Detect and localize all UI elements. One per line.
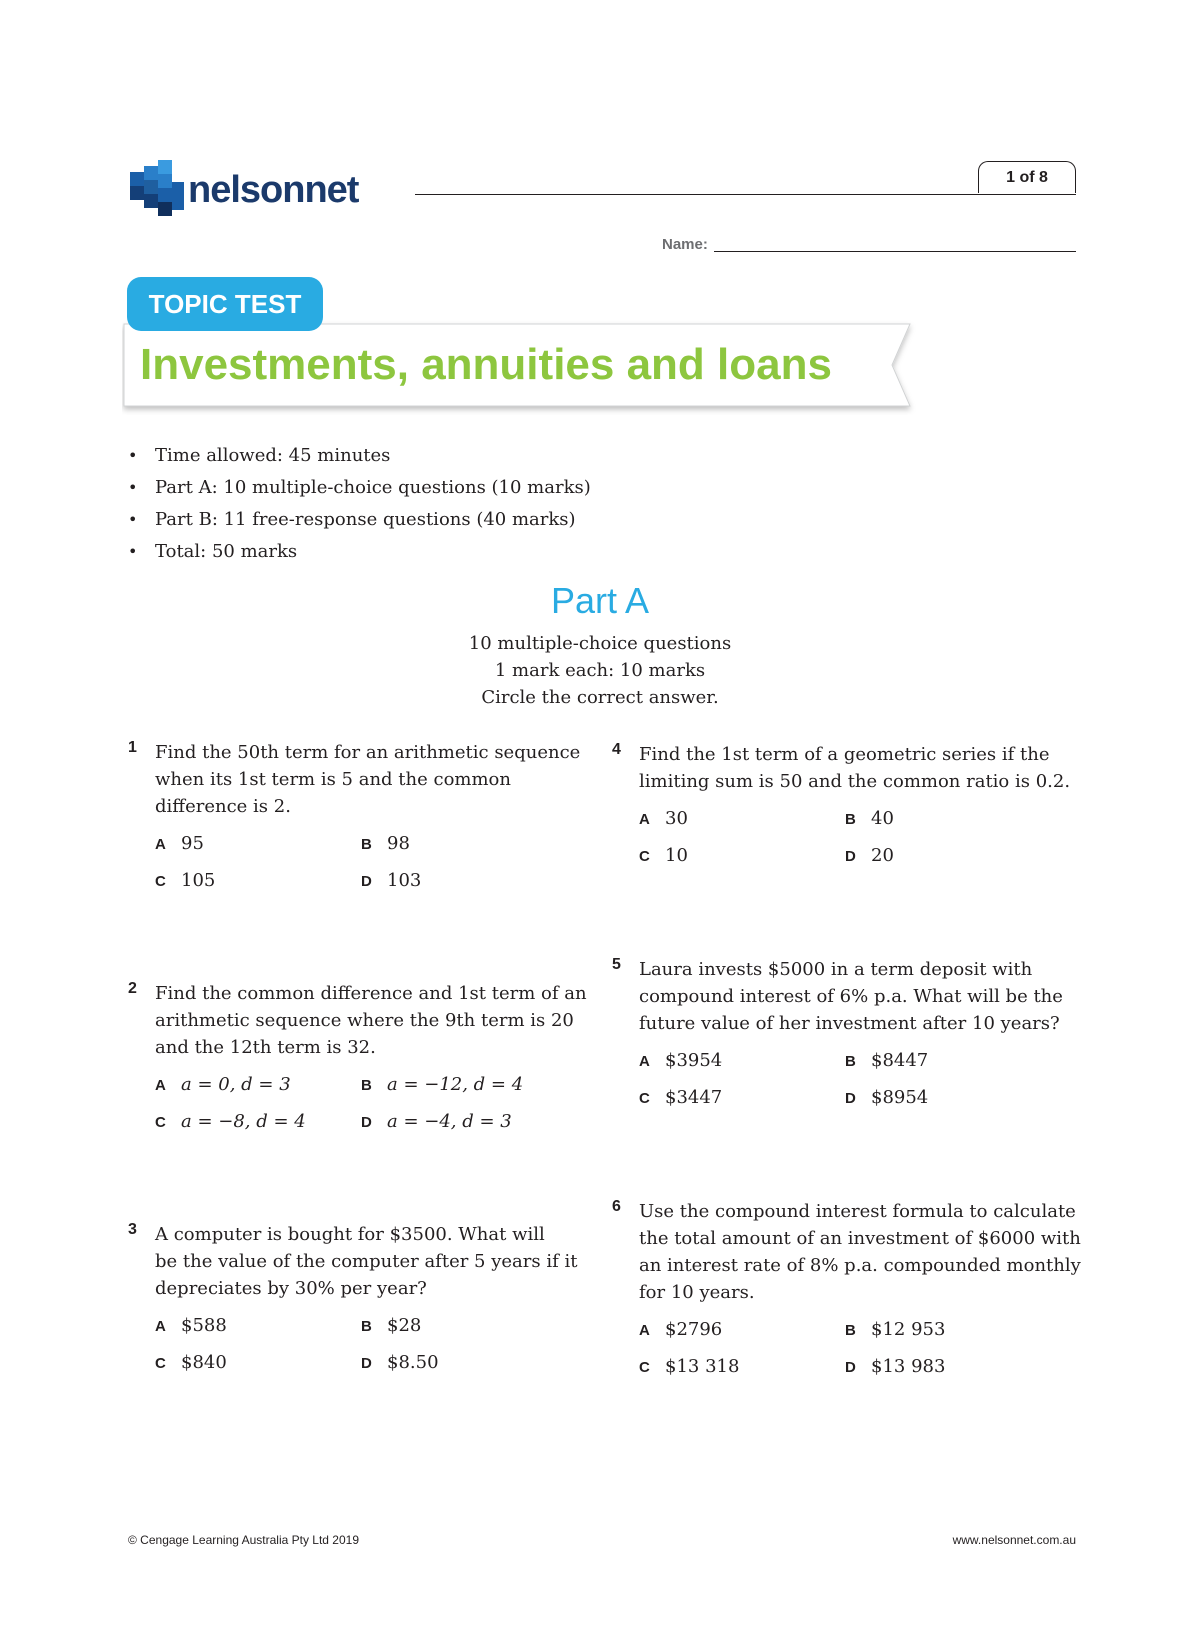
- option-text: $13 318: [665, 1356, 740, 1377]
- option-letter: B: [845, 1053, 856, 1070]
- part-a-instructions: [0, 630, 1200, 711]
- option-letter: C: [639, 1090, 650, 1107]
- option-letter: D: [361, 1114, 372, 1131]
- option-letter: C: [639, 848, 650, 865]
- question-line: an interest rate of 8% p.a. compounded monthly: [639, 1255, 1081, 1276]
- option-a[interactable]: [639, 1316, 845, 1342]
- option-text: $8447: [871, 1050, 929, 1071]
- option-letter: B: [845, 1322, 856, 1339]
- question-2: [128, 980, 598, 1134]
- name-label: Name:: [662, 236, 708, 253]
- option-b[interactable]: [845, 1047, 1051, 1073]
- option-letter: D: [361, 873, 372, 890]
- question-number: 3: [128, 1221, 137, 1238]
- option-a[interactable]: [639, 805, 845, 831]
- question-line: depreciates by 30% per year?: [155, 1278, 427, 1299]
- logo-cube-icon: [128, 158, 413, 228]
- option-text: $8.50: [387, 1352, 439, 1373]
- question-text: [639, 956, 1082, 1037]
- option-d[interactable]: [361, 1349, 567, 1375]
- option-b[interactable]: [845, 805, 1051, 831]
- question-line: limiting sum is 50 and the common ratio is 0.2.: [639, 771, 1071, 792]
- test-info-list: [128, 440, 591, 568]
- option-text: a = 0, d = 3: [181, 1074, 291, 1095]
- option-c[interactable]: [155, 1349, 361, 1375]
- option-b[interactable]: [845, 1316, 1051, 1342]
- option-a[interactable]: [155, 1071, 361, 1097]
- question-line: when its 1st term is 5 and the common: [155, 769, 511, 790]
- info-item: • Part B: 11 free-response questions (40 marks): [128, 504, 591, 536]
- part-a-heading: Part A: [550, 580, 650, 621]
- option-text: 10: [665, 845, 688, 866]
- option-text: $8954: [871, 1087, 929, 1108]
- option-a[interactable]: [155, 830, 361, 856]
- question-line: difference is 2.: [155, 796, 291, 817]
- question-line: future value of her investment after 10 years?: [639, 1013, 1060, 1034]
- question-line: and the 12th term is 32.: [155, 1037, 376, 1058]
- option-c[interactable]: [639, 1353, 845, 1379]
- option-d[interactable]: [361, 1108, 567, 1134]
- option-text: 103: [387, 870, 422, 891]
- option-letter: C: [155, 1114, 166, 1131]
- question-line: for 10 years.: [639, 1282, 755, 1303]
- instruction-line: 1 mark each: 10 marks: [494, 660, 706, 681]
- option-text: 105: [181, 870, 216, 891]
- question-number: 5: [612, 956, 621, 973]
- option-text: $3954: [665, 1050, 723, 1071]
- option-a[interactable]: [639, 1047, 845, 1073]
- option-text: 40: [871, 808, 894, 829]
- info-item: • Part A: 10 multiple-choice questions (10 marks): [128, 472, 591, 504]
- option-b[interactable]: [361, 830, 567, 856]
- instruction-line: Circle the correct answer.: [481, 687, 719, 708]
- option-text: $840: [181, 1352, 227, 1373]
- question-line: Find the 50th term for an arithmetic sequence: [155, 742, 581, 763]
- question-line: Find the common difference and 1st term of an: [155, 983, 587, 1004]
- option-c[interactable]: [639, 842, 845, 868]
- question-1: [128, 739, 598, 893]
- name-field-line[interactable]: [714, 251, 1076, 252]
- option-a[interactable]: [155, 1312, 361, 1338]
- option-letter: D: [845, 1359, 856, 1376]
- question-number: 2: [128, 980, 137, 997]
- option-letter: B: [361, 1318, 372, 1335]
- option-d[interactable]: [845, 1353, 1051, 1379]
- question-line: A computer is bought for $3500. What will: [155, 1224, 545, 1245]
- option-text: 30: [665, 808, 688, 829]
- option-c[interactable]: [155, 867, 361, 893]
- question-line: be the value of the computer after 5 years if it: [155, 1251, 578, 1272]
- question-number: 1: [128, 739, 137, 756]
- footer-copyright: © Cengage Learning Australia Pty Ltd 2019: [128, 1533, 359, 1547]
- option-letter: C: [155, 1355, 166, 1372]
- question-number: 4: [612, 741, 621, 758]
- option-text: $13 983: [871, 1356, 946, 1377]
- option-c[interactable]: [639, 1084, 845, 1110]
- question-text: [155, 980, 598, 1061]
- option-letter: A: [155, 836, 166, 853]
- question-text: [639, 1198, 1082, 1306]
- option-text: a = −4, d = 3: [387, 1111, 512, 1132]
- info-item: • Time allowed: 45 minutes: [128, 440, 591, 472]
- question-line: compound interest of 6% p.a. What will be the: [639, 986, 1063, 1007]
- option-letter: D: [845, 1090, 856, 1107]
- option-letter: B: [845, 811, 856, 828]
- page-tab-rule: [978, 194, 1076, 195]
- option-letter: B: [361, 1077, 372, 1094]
- option-text: $3447: [665, 1087, 723, 1108]
- question-text: [639, 741, 1082, 795]
- question-line: Use the compound interest formula to calculate: [639, 1201, 1076, 1222]
- question-3: [128, 1221, 598, 1375]
- option-text: $28: [387, 1315, 422, 1336]
- topic-test-badge: TOPIC TEST: [127, 277, 323, 331]
- header-rule: [415, 194, 1022, 195]
- option-text: $12 953: [871, 1319, 946, 1340]
- question-line: arithmetic sequence where the 9th term is 20: [155, 1010, 574, 1031]
- option-letter: A: [639, 1053, 650, 1070]
- question-text: [155, 739, 598, 820]
- svg-text:nelsonnet: nelsonnet: [188, 169, 359, 211]
- option-text: 98: [387, 833, 410, 854]
- question-4: [612, 741, 1082, 868]
- question-number: 6: [612, 1198, 621, 1215]
- nelsonnet-logo: [128, 158, 413, 228]
- option-d[interactable]: [361, 867, 567, 893]
- option-letter: A: [155, 1077, 166, 1094]
- footer-website-link[interactable]: www.nelsonnet.com.au: [952, 1533, 1076, 1547]
- option-letter: A: [639, 811, 650, 828]
- option-letter: C: [155, 873, 166, 890]
- option-text: a = −8, d = 4: [181, 1111, 306, 1132]
- question-6: [612, 1198, 1082, 1379]
- question-text: [155, 1221, 598, 1302]
- page-indicator: 1 of 8: [978, 161, 1076, 193]
- option-b[interactable]: [361, 1071, 567, 1097]
- question-line: Laura invests $5000 in a term deposit with: [639, 959, 1033, 980]
- option-text: $588: [181, 1315, 227, 1336]
- option-letter: A: [639, 1322, 650, 1339]
- option-b[interactable]: [361, 1312, 567, 1338]
- option-text: a = −12, d = 4: [387, 1074, 524, 1095]
- info-item: • Total: 50 marks: [128, 536, 591, 568]
- option-text: 95: [181, 833, 204, 854]
- question-5: [612, 956, 1082, 1110]
- instruction-line: 10 multiple-choice questions: [468, 633, 732, 654]
- option-text: 20: [871, 845, 894, 866]
- option-letter: D: [845, 848, 856, 865]
- question-line: Find the 1st term of a geometric series if the: [639, 744, 1050, 765]
- option-letter: A: [155, 1318, 166, 1335]
- page-title: Investments, annuities and loans: [140, 340, 832, 389]
- option-d[interactable]: [845, 842, 1051, 868]
- option-d[interactable]: [845, 1084, 1051, 1110]
- option-letter: C: [639, 1359, 650, 1376]
- option-c[interactable]: [155, 1108, 361, 1134]
- option-letter: D: [361, 1355, 372, 1372]
- question-line: the total amount of an investment of $6000 with: [639, 1228, 1081, 1249]
- option-text: $2796: [665, 1319, 723, 1340]
- option-letter: B: [361, 836, 372, 853]
